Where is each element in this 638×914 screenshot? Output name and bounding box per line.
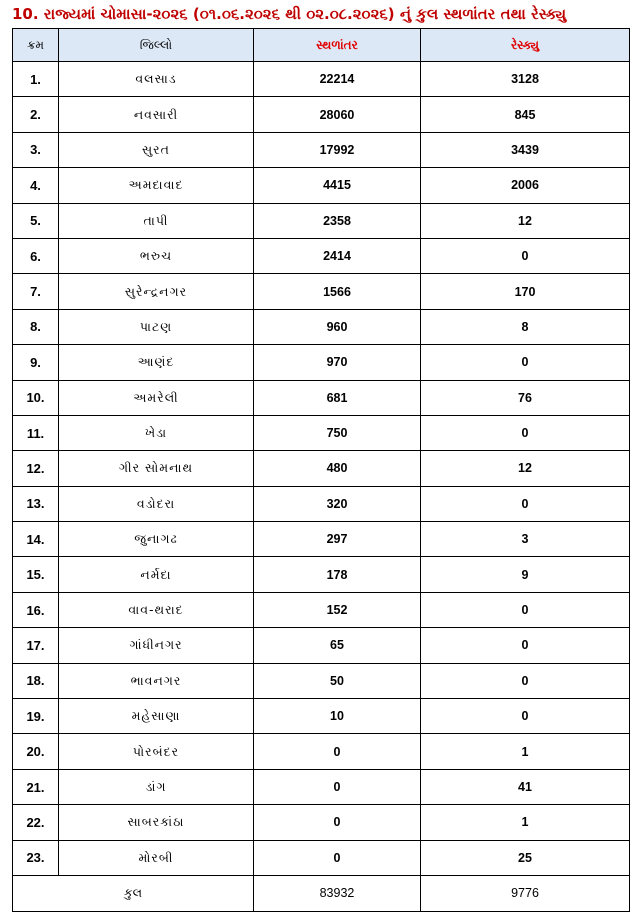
row-rescue: 12: [421, 451, 630, 486]
row-rescue: 0: [421, 592, 630, 627]
row-district: પાટણ: [59, 309, 254, 344]
row-district: ગાંધીનગર: [59, 628, 254, 663]
total-label: કુલ: [13, 875, 254, 911]
header-serial: ક્રમ: [13, 29, 59, 62]
row-district: નવસારી: [59, 97, 254, 132]
row-district: જુનાગઢ: [59, 522, 254, 557]
table-row: [13, 522, 630, 557]
row-serial: 12.: [13, 451, 59, 486]
table-row: [13, 132, 630, 167]
row-relocation: 2414: [254, 238, 421, 273]
table-row: [13, 309, 630, 344]
row-serial: 1.: [13, 62, 59, 97]
row-district: સાબરકાંઠા: [59, 805, 254, 840]
table-row: [13, 840, 630, 875]
row-relocation: 320: [254, 486, 421, 521]
row-rescue: 1: [421, 805, 630, 840]
row-relocation: 681: [254, 380, 421, 415]
row-rescue: 0: [421, 699, 630, 734]
page-title: 10. રાજ્યમાં ચોમાસા-૨૦૨૬ (૦૧.૦૬.૨૦૨૬ થી ૦૨.૦૮.૨૦૨૬) નું કુલ સ્થળાંતર તથા રેસ્ક્યુ: [12, 5, 567, 23]
row-relocation: 22214: [254, 62, 421, 97]
total-relocation: 83932: [254, 875, 421, 911]
row-rescue: 0: [421, 238, 630, 273]
total-rescue: 9776: [421, 875, 630, 911]
row-relocation: 0: [254, 805, 421, 840]
table-row: [13, 451, 630, 486]
table-body: [13, 62, 630, 876]
row-rescue: 845: [421, 97, 630, 132]
row-relocation: 960: [254, 309, 421, 344]
row-relocation: 4415: [254, 168, 421, 203]
row-relocation: 480: [254, 451, 421, 486]
table-row: [13, 663, 630, 698]
total-row: [13, 875, 630, 911]
row-serial: 9.: [13, 345, 59, 380]
table-row: [13, 557, 630, 592]
table-row: [13, 805, 630, 840]
row-relocation: 178: [254, 557, 421, 592]
row-district: પોરબંદર: [59, 734, 254, 769]
row-serial: 10.: [13, 380, 59, 415]
header-relocation: સ્થળાંતર: [254, 29, 421, 62]
table-row: [13, 168, 630, 203]
row-serial: 23.: [13, 840, 59, 875]
row-rescue: 8: [421, 309, 630, 344]
row-district: તાપી: [59, 203, 254, 238]
row-district: અમદાવાદ: [59, 168, 254, 203]
row-serial: 19.: [13, 699, 59, 734]
row-serial: 3.: [13, 132, 59, 167]
table-row: [13, 203, 630, 238]
row-serial: 16.: [13, 592, 59, 627]
table-row: [13, 628, 630, 663]
row-district: વડોદરા: [59, 486, 254, 521]
row-rescue: 3439: [421, 132, 630, 167]
row-rescue: 76: [421, 380, 630, 415]
header-district: જિલ્લો: [59, 29, 254, 62]
row-district: નર્મદા: [59, 557, 254, 592]
table-row: [13, 97, 630, 132]
row-serial: 6.: [13, 238, 59, 273]
table-row: [13, 274, 630, 309]
row-district: આણંદ: [59, 345, 254, 380]
table-row: [13, 734, 630, 769]
row-district: ભરુચ: [59, 238, 254, 273]
row-rescue: 3: [421, 522, 630, 557]
row-relocation: 970: [254, 345, 421, 380]
row-relocation: 2358: [254, 203, 421, 238]
row-district: ગીર સોમનાથ: [59, 451, 254, 486]
row-relocation: 10: [254, 699, 421, 734]
row-rescue: 0: [421, 486, 630, 521]
row-serial: 5.: [13, 203, 59, 238]
row-relocation: 152: [254, 592, 421, 627]
row-district: અમરેલી: [59, 380, 254, 415]
row-serial: 13.: [13, 486, 59, 521]
row-relocation: 750: [254, 415, 421, 450]
row-district: સુરત: [59, 132, 254, 167]
row-relocation: 0: [254, 840, 421, 875]
table-row: [13, 769, 630, 804]
row-rescue: 0: [421, 415, 630, 450]
row-serial: 21.: [13, 769, 59, 804]
row-district: ડાંગ: [59, 769, 254, 804]
row-district: મોરબી: [59, 840, 254, 875]
table-row: [13, 62, 630, 97]
row-serial: 11.: [13, 415, 59, 450]
row-rescue: 3128: [421, 62, 630, 97]
row-relocation: 17992: [254, 132, 421, 167]
row-district: મહેસાણા: [59, 699, 254, 734]
table-row: [13, 486, 630, 521]
row-serial: 20.: [13, 734, 59, 769]
row-rescue: 25: [421, 840, 630, 875]
row-rescue: 1: [421, 734, 630, 769]
row-relocation: 0: [254, 734, 421, 769]
row-district: વાવ-થરાદ: [59, 592, 254, 627]
row-serial: 4.: [13, 168, 59, 203]
header-rescue: રેસ્ક્યુ: [421, 29, 630, 62]
row-serial: 8.: [13, 309, 59, 344]
table-row: [13, 699, 630, 734]
table-row: [13, 592, 630, 627]
row-serial: 18.: [13, 663, 59, 698]
row-rescue: 0: [421, 628, 630, 663]
table-row: [13, 415, 630, 450]
row-serial: 17.: [13, 628, 59, 663]
table-row: [13, 380, 630, 415]
row-relocation: 1566: [254, 274, 421, 309]
row-rescue: 0: [421, 345, 630, 380]
row-rescue: 2006: [421, 168, 630, 203]
row-rescue: 12: [421, 203, 630, 238]
row-relocation: 50: [254, 663, 421, 698]
row-rescue: 170: [421, 274, 630, 309]
row-district: ખેડા: [59, 415, 254, 450]
relocation-rescue-table: [12, 28, 630, 912]
row-serial: 22.: [13, 805, 59, 840]
table-header-row: [13, 29, 630, 62]
row-relocation: 28060: [254, 97, 421, 132]
row-serial: 15.: [13, 557, 59, 592]
row-rescue: 9: [421, 557, 630, 592]
row-relocation: 297: [254, 522, 421, 557]
table-row: [13, 345, 630, 380]
row-serial: 14.: [13, 522, 59, 557]
row-serial: 7.: [13, 274, 59, 309]
row-district: ભાવનગર: [59, 663, 254, 698]
row-relocation: 65: [254, 628, 421, 663]
row-rescue: 0: [421, 663, 630, 698]
row-relocation: 0: [254, 769, 421, 804]
row-district: વલસાડ: [59, 62, 254, 97]
row-district: સુરેન્દ્રનગર: [59, 274, 254, 309]
table-row: [13, 238, 630, 273]
row-serial: 2.: [13, 97, 59, 132]
row-rescue: 41: [421, 769, 630, 804]
